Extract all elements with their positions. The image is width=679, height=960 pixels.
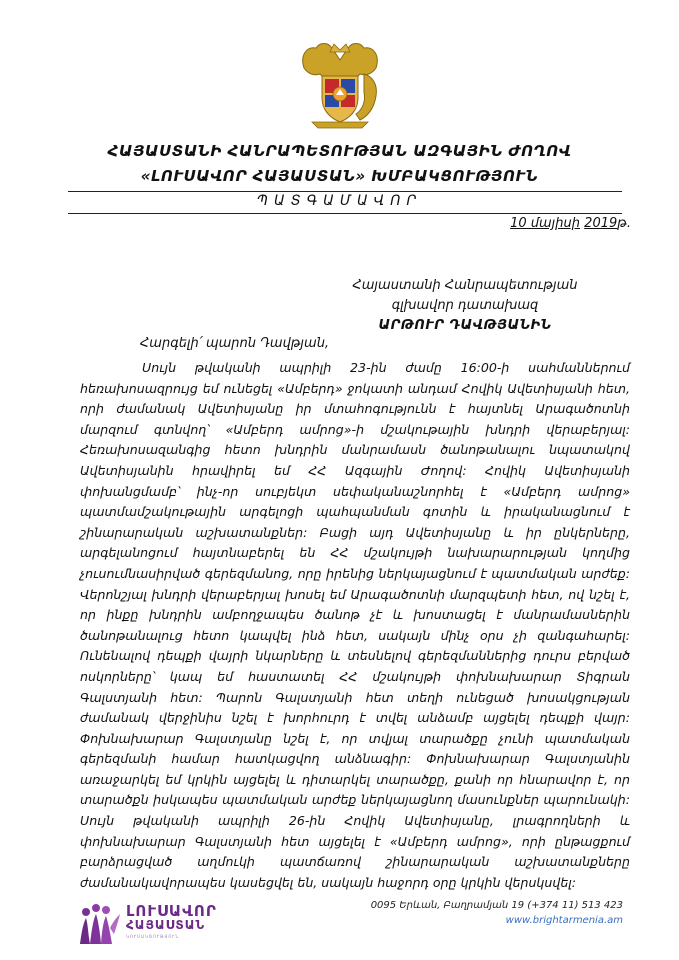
organization-title: ՀԱՅԱՍՏԱՆԻ ՀԱՆՐԱՊԵՏՈՒԹՅԱՆ ԱԶԳԱՅԻՆ ԺՈՂՈՎ bbox=[107, 142, 572, 160]
footer-phone: (+374 11) 513 423 bbox=[527, 900, 623, 911]
footer-website-link[interactable]: www.brightarmenia.am bbox=[505, 915, 623, 926]
logo-text-line2: ՀԱՅԱՍՏԱՆ bbox=[126, 918, 206, 932]
faction-title: «ԼՈՒՍԱՎՈՐ ՀԱՅԱՍՏԱՆ» ԽՄԲԱԿՑՈՒԹՅՈՒՆ bbox=[140, 167, 539, 185]
party-logo-icon bbox=[74, 898, 124, 948]
footer-contact bbox=[371, 898, 623, 928]
letter-body: Սույն թվականի ապրիլի 23-ին ժամը 16:00-ի սահմաններում հեռախոսազրույց եմ ունեցել «Ամբերդ» ջոկատի անդամ Հովիկ Ավետիսյանի հետ, որի ժամանակ Ավետիսյանը իր մտահոգությունն է հայտնել Արագածոտնի մարզում գտնվող՝ «Ամբերդ ամրոց»-ի մշակութային խնդրի վերաբերյալ: Հեռախոսազանգից հետո խնդրին մանրամասն ծանոթանալու նպատակով Ավետիսյանին հրավիրել եմ ՀՀ Ազգային Ժողով: Հովիկ Ավետիսյանի փոխանցմամբ՝ ինչ-որ սուբյեկտ սեփականաշնորհել է «Ամբերդ ամրոց» պատմամշակութային արգելոցի պահպանման գոտին և իրականացնում է շինարարական աշխատանքներ: Բացի այդ Ավետիսյանը և իր ընկերները, արգելանոցում հայտնաբերել են ՀՀ մշակույթի նախարարության կողմից չուսումնասիրված գերեզմանոց, որը իրենից ներկայացնում է պատմական արժեք: Վերոնշյալ խնդրի վերաբերյալ խոսել եմ Արագածոտնի մարզպետի հետ, ով նշել է, որ ինքը խնդրին ամբողջապես ծանոթ չէ և խոստացել է մանրամասներին ծանոթանալուց հետո կապվել ինձ հետ, սակայն մինչ օրս չի զանգահարել: Ունենալով դեպքի վայրի նկարները և տեսնելով գերեզմաններից դուրս բերված ոսկորները՝ կապ եմ հաստատել ՀՀ մշակույթի փոխնախարար Տիգրան Գալստյանի հետ: Պարոն Գալստյանի հետ տեղի ունեցած խոսակցության ժամանակ վերջինիս նշել է խորհուրդ է տվել անձամբ այցելել դեպքի վայր: Փոխնախարար Գալստյանը նշել է, որ տվյալ տարածքը չունի պատմական գերեզմանի համար հատկացվող անձնագիր: Փոխնախարար Գալստյանին առաջարկել եմ կրկին այցելել և դիտարկել տարածքը, քանի որ հնարավոր է, որ տարածքն իսկապես պատմական արժեք ներկայացնող մասունքներ պարունակի: Սույն թվականի ապրիլի 26-ին Հովիկ Ավետիսյանը, լրագրողների և փոխնախարար Գալստյանի հետ այցելել է «Ամբերդ ամրոց», որի ընթացքում բարձրացված աղմուկի պատճառով շինարարական աշխատանքները ժամանակավորապես կասեցվել են, սակայն հաջորդ օրը կրկին վերսկսվել: bbox=[80, 360, 630, 890]
footer-address: 0095 Երևան, Բաղրամյան 19 bbox=[370, 900, 525, 911]
date-year: 2019 bbox=[584, 216, 618, 231]
logo-text-line1: ԼՈՒՍԱՎՈՐ bbox=[126, 902, 217, 920]
recipient-line2: գլխավոր դատախազ bbox=[391, 298, 539, 313]
document-type: ՊԱՏԳԱՄԱՎՈՐ bbox=[256, 193, 423, 209]
date-day-month: 10 մայիսի bbox=[510, 216, 581, 231]
date-suffix: թ. bbox=[617, 216, 631, 231]
logo-text-line3: ԿՈՒՍԱԿՑՈՒԹՅՈՒՆ bbox=[126, 934, 180, 939]
party-logo bbox=[74, 898, 224, 948]
coat-of-arms-emblem bbox=[298, 38, 382, 130]
recipient-block bbox=[340, 276, 590, 336]
recipient-line1: Հայաստանի Հանրապետության bbox=[352, 278, 578, 293]
letter-date bbox=[510, 216, 631, 231]
recipient-name: ԱՐԹՈՒՐ ԴԱՎԹՅԱՆԻՆ bbox=[378, 318, 552, 333]
salutation: Հարգելի՛ պարոն Դավթյան, bbox=[140, 336, 330, 351]
divider-top bbox=[68, 191, 622, 192]
divider-bottom bbox=[68, 213, 622, 214]
